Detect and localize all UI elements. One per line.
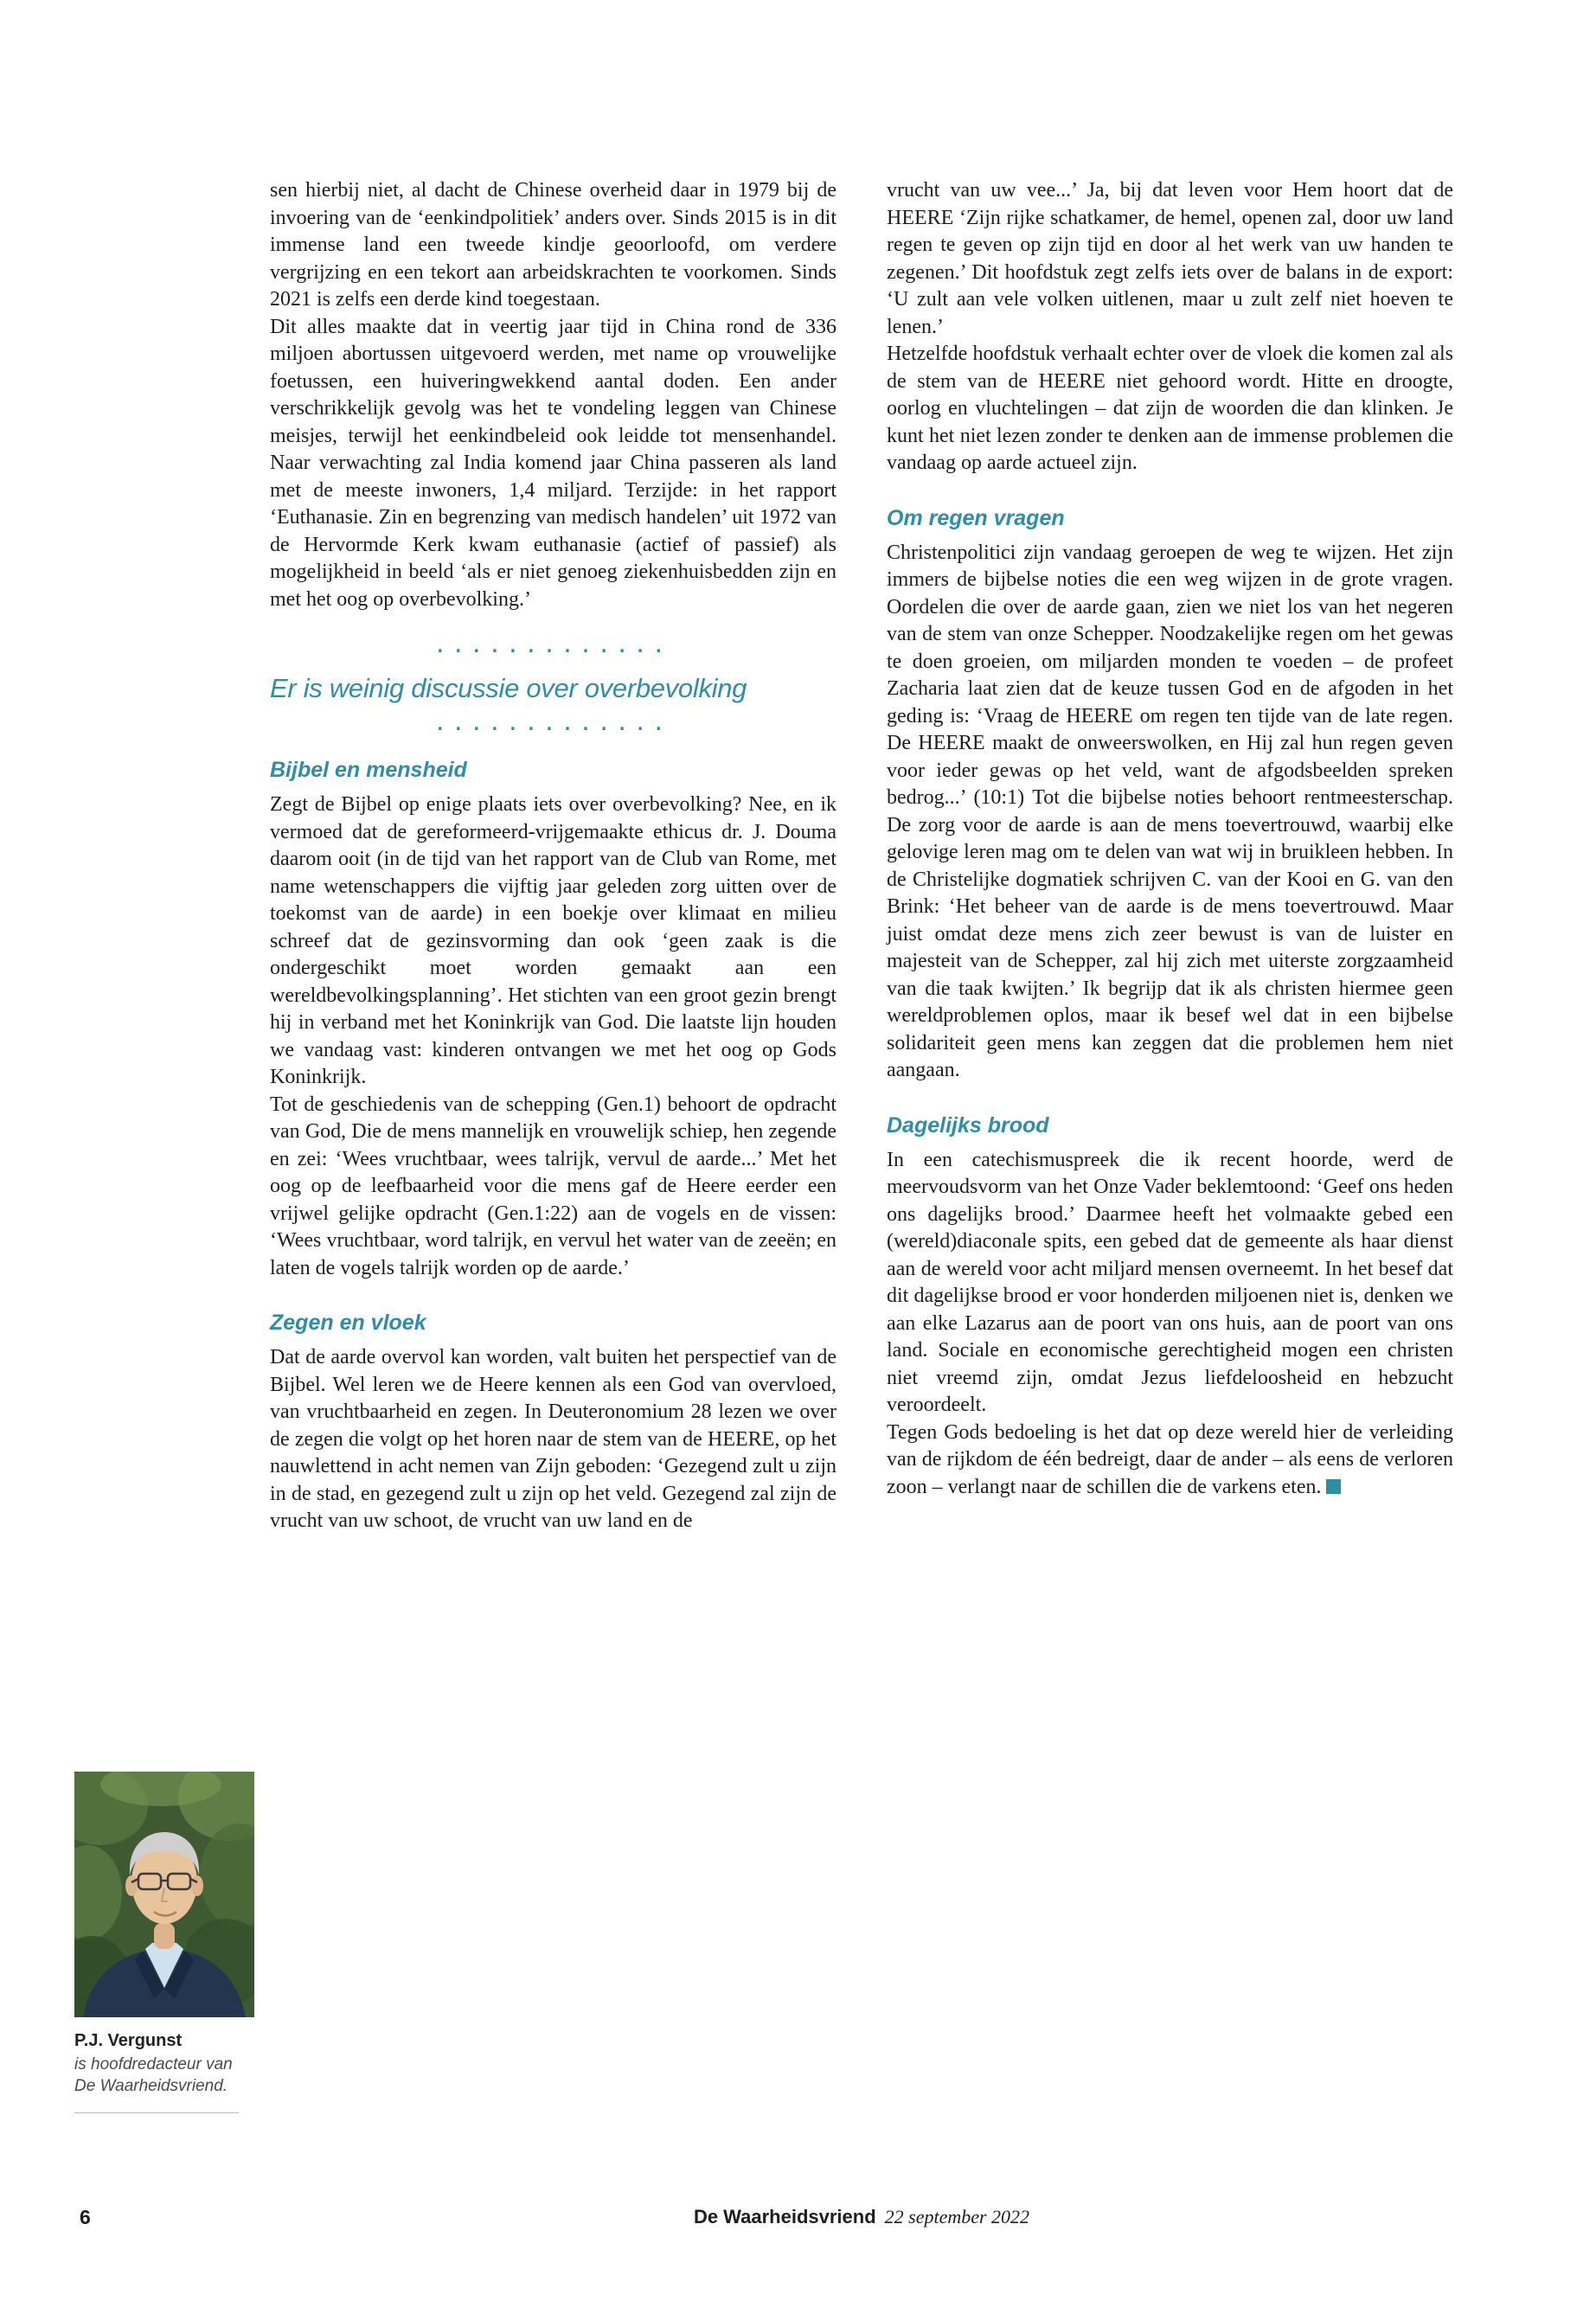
author-photo [74,1772,254,2017]
dots-divider: ............. [434,636,672,657]
paragraph: sen hierbij niet, al dacht de Chinese overheid daar in 1979 bij de invoering van de ‘eenkindpolitiek’ anders over. Sinds 2015 is in dit immense land een tweede kindje geoorloofd, om verdere vergrijzing en een tekort aan arbeidskrachten te voorkomen. Sinds 2021 is zelfs een derde kind toegestaan. [270,179,836,311]
paragraph: In een catechismuspreek die ik recent hoorde, werd de meervoudsvorm van het Onze Vader beklemtoond: ‘Geef ons heden ons dagelijks brood.’ Daarmee heeft het volmaakte gebed een (wereld)diaconale spits, een gebed dat de gemeente als haar dienst aan de wereld voor acht miljard mensen overneemt. In het besef dat dit dagelijkse brood er voor honderden miljoenen niet is, denken we aan elke Lazarus aan de poort van ons huis, aan de poort van ons land. Sociale en economische gerechtigheid mogen een christen niet vreemd zijn, omdat Jezus liefdeloosheid en hebzucht veroordeelt. [887,1148,1453,1416]
author-name: P.J. Vergunst [74,2031,183,2050]
paragraph: Hetzelfde hoofdstuk verhaalt echter over de vloek die komen zal als de stem van de HEERE niet gehoord wordt. Hitte en droogte, oorlog en vluchtelingen – dat zijn de woorden die dan klinken. Je kunt het niet lezen zonder te denken aan de immense problemen die vandaag op aarde actueel zijn. [887,343,1453,474]
paragraph-text: Tegen Gods bedoeling is het dat op deze wereld hier de verleiding van de rijkdom de één bedreigt, daar de ander – als eens de verloren zoon – verlangt naar de schillen die de varkens eten. [887,1420,1453,1498]
footer-magazine-title: De Waarheidsvriend [693,2206,876,2227]
end-mark-icon [1326,1479,1341,1494]
pull-quote: Er is weinig discussie over overbevolking [270,673,747,703]
author-bio: is hoofdredacteur van De Waarheidsvriend. [74,2055,233,2095]
left-column [270,177,836,1535]
paragraph: Tot de geschiedenis van de schepping (Gen.1) behoort de opdracht van God, Die de mens mannelijk en vrouwelijk schiep, hen zegende en zei: ‘Wees vruchtbaar, wees talrijk, vervul de aarde...’ Met het oog op de leefbaarheid voor die mens gaf de Heere eerder een vrijwel gelijke opdracht (Gen.1:22) aan de vogels en de vissen: ‘Wees vruchtbaar, word talrijk, en vervul het water van de zeeën; en laten de vogels talrijk worden op de aarde.’ [270,1093,836,1279]
paragraph [887,1420,1453,1502]
paragraph: vrucht van uw vee...’ Ja, bij dat leven voor Hem hoort dat de HEERE ‘Zijn rijke schatkamer, de hemel, openen zal, door uw land regen te geven op zijn tijd en door al het werk van uw handen te zegenen.’ Dit hoofdstuk zegt zelfs iets over de balans in de export: ‘U zult aan vele volken uitlenen, maar u zult zelf niet hoeven te lenen.’ [887,179,1453,338]
author-divider [74,2112,239,2113]
section-heading-om-regen-vragen: Om regen vragen [887,505,1065,530]
footer-date: 22 september 2022 [884,2206,1030,2227]
right-column [887,177,1453,1535]
paragraph: Dit alles maakte dat in veertig jaar tijd in China rond de 336 miljoen abortussen uitgevoerd werden, met name op vrouwelijke foetussen, een huiveringwekkend aantal doden. Een ander verschrikkelijk gevolg was het te vondeling leggen van Chinese meisjes, terwijl het eenkindbeleid ook leidde tot mensenhandel. Naar verwachting zal India komend jaar China passeren als land met de meeste inwoners, 1,4 miljard. Terzijde: in het rapport ‘Euthanasie. Zin en begrenzing van medisch handelen’ uit 1972 van de Hervormde Kerk kwam euthanasie (actief of passief) als mogelijkheid in beeld ‘als er niet genoeg ziekenhuisbedden zijn en met het oog op overbevolking.’ [270,315,836,611]
dots-divider: ............. [434,714,672,734]
paragraph: Zegt de Bijbel op enige plaats iets over overbevolking? Nee, en ik vermoed dat de gereformeerd-vrijgemaakte ethicus dr. J. Douma daarom ooit (in de tijd van het rapport van de Club van Rome, met name wetenschappers die vijftig jaar geleden zorg uitten over de toekomst van de aarde) in een boekje over klimaat en milieu schreef dat de gezinsvorming dan ook ‘geen zaak is die ondergeschikt moet worden gemaakt aan een wereldbevolkingsplanning’. Het stichten van een groot gezin brengt hij in verband met het Koninkrijk van God. Die laatste lijn houden we vandaag vast: kinderen ontvangen we met het oog op Gods Koninkrijk. [270,793,836,1088]
paragraph: Dat de aarde overvol kan worden, valt buiten het perspectief van de Bijbel. Wel leren we de Heere kennen als een God van overvloed, van vruchtbaarheid en zegen. In Deuteronomium 28 lezen we over de zegen die volgt op het horen naar de stem van de HEERE, op het nauwlettend in acht nemen van Zijn geboden: ‘Gezegend zult u zijn in de stad, en gezegend zult u zijn op het veld. Gezegend zal zijn de vrucht van uw schoot, de vrucht van uw land en de [270,1346,836,1532]
section-heading-dagelijks-brood: Dagelijks brood [887,1112,1049,1138]
section-heading-bijbel-en-mensheid: Bijbel en mensheid [270,758,467,782]
author-block [74,1772,256,2113]
paragraph: Christenpolitici zijn vandaag geroepen de weg te wijzen. Het zijn immers de bijbelse noties die een weg wijzen in de grote vragen. Oordelen die over de aarde gaan, zien we niet los van het negeren van de stem van onze Schepper. Noodzakelijke regen om het gewas te doen groeien, om miljarden monden te voeden – de profeet Zacharia laat zien dat de keuze tussen God en de afgoden in het geding is: ‘Vraag de HEERE om regen ten tijde van de late regen. De HEERE maakt de onweerswolken, en Hij zal hun regen geven voor ieder gewas op het veld, want de afgodsbeelden spreken bedrog...’ (10:1) Tot die bijbelse noties behoort rentmeesterschap. De zorg voor de aarde is aan de mens toevertrouwd, waarbij elke gelovige leren mag om te delen van wat wij in bruikleen hebben. In de Christelijke dogmatiek schrijven C. van der Kooi en G. van den Brink: ‘Het beheer van de aarde is de mens toevertrouwd. Maar juist omdat deze mens zich zeer bewust is van de luister en majesteit van de Schepper, zal hij zich met uiterste zorgzaamheid van die taak kwijten.’ Ik begrijp dat ik als christen hiermee geen wereldproblemen oplos, maar ik besef wel dat in een bijbelse solidariteit geen mens kan zeggen dat die problemen hem niet aangaan. [887,541,1453,1081]
page-footer [270,2206,1453,2228]
section-heading-zegen-en-vloek: Zegen en vloek [270,1311,426,1335]
page-number: 6 [80,2206,91,2228]
article-body [270,177,1453,1535]
